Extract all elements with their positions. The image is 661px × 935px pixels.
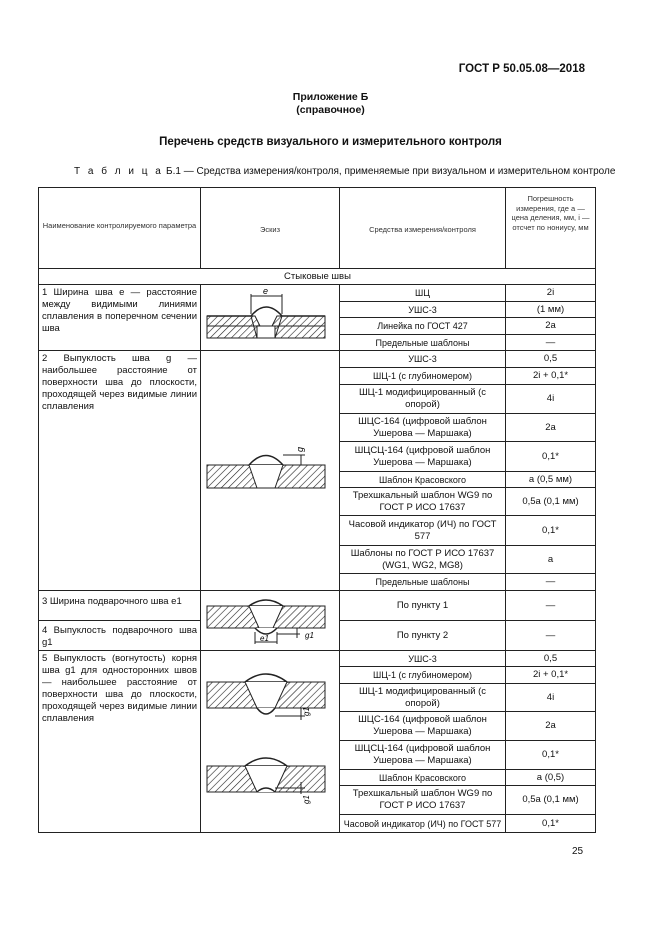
tool-cell: ШЦСЦ-164 (цифровой шаблон Ушерова — Маршака)	[354, 743, 491, 766]
error-cell: a	[547, 553, 554, 565]
tool-cell: По пункту 1	[396, 599, 449, 611]
error-cell: 0,1*	[542, 450, 559, 462]
error-cell: 2a	[545, 320, 556, 331]
error-cell: (1 мм)	[536, 303, 565, 315]
error-cell: 0,1*	[542, 749, 559, 760]
error-cell: —	[545, 576, 556, 587]
tool-cell: Шаблон Красовского	[378, 772, 466, 783]
label-g1-convex: g1	[302, 707, 311, 716]
error-cell: 2i + 0,1*	[532, 370, 569, 381]
error-cell: 2a	[545, 720, 556, 731]
tool-cell: Предельные шаблоны	[375, 577, 470, 587]
tool-cell: ШЦ-1 модифицированный (с опорой)	[358, 387, 487, 410]
sketch-backing-weld	[205, 594, 330, 648]
tool-cell: Часовой индикатор (ИЧ) по ГОСТ 577	[343, 818, 502, 829]
sketch-weld-convexity	[205, 440, 330, 495]
tool-cell: Трехшкальный шаблон WG9 по ГОСТ Р ИСО 17637	[352, 489, 493, 513]
error-cell: 2i + 0,1*	[532, 669, 569, 680]
tool-cell: ШЦ-1 модифицированный (с опорой)	[358, 685, 487, 709]
header-tools: Средства измерения/контроля	[369, 225, 476, 234]
sketch-root-concavity	[205, 752, 330, 814]
error-cell: 0,5a (0,1 мм)	[522, 495, 579, 507]
error-cell: 0,5a (0,1 мм)	[522, 794, 579, 805]
error-cell: 0,5	[543, 652, 558, 664]
sketch-weld-width	[205, 286, 330, 346]
label-e1: e1	[260, 634, 269, 643]
error-cell: —	[545, 629, 556, 641]
error-cell: a (0,5 мм)	[528, 473, 573, 485]
error-cell: 0,5	[543, 353, 558, 364]
error-cell: 0,1*	[542, 817, 559, 829]
standard-number: ГОСТ Р 50.05.08—2018	[458, 63, 585, 75]
tool-cell: ШЦС-164 (цифровой шаблон Ушерова — Маршака)	[358, 714, 487, 737]
tool-cell: ШЦС-164 (цифровой шаблон Ушерова — Маршака)	[358, 415, 487, 439]
param-5: 5 Выпуклость (вогнутость) корня шва g1 для односторонних швов — наибольшее расстояние от поверхности шва до плоскости, проходящей через видимые линии сплавления	[42, 653, 197, 724]
label-g1-concave: g1	[302, 795, 311, 804]
header-sketch: Эскиз	[259, 225, 281, 234]
tool-cell: Линейка по ГОСТ 427	[377, 321, 468, 331]
param-4: 4 Выпуклость подварочного шва g1	[42, 625, 197, 648]
tool-cell: Трехшкальный шаблон WG9 по ГОСТ Р ИСО 17637	[352, 788, 493, 811]
table-caption: Т а б л и ц а Б.1 — Средства измерения/контроля, применяемые при визуальном и измерительном контроле	[74, 166, 616, 177]
document-title: Перечень средств визуального и измерительного контроля	[159, 136, 502, 148]
tool-cell: Часовой индикатор (ИЧ) по ГОСТ 577	[348, 518, 497, 542]
sketch-root-convexity	[205, 668, 330, 732]
appendix-title: Приложение Б	[292, 91, 369, 103]
tool-cell: По пункту 2	[396, 629, 449, 641]
tool-cell: УШС-3	[408, 354, 437, 364]
error-cell: 0,1*	[542, 524, 559, 536]
tool-cell: ШЦ	[415, 288, 430, 298]
label-g1: g1	[305, 631, 314, 640]
label-e: e	[263, 286, 269, 296]
header-param: Наименование контролируемого параметра	[42, 221, 197, 230]
tool-cell: ШЦСЦ-164 (цифровой шаблон Ушерова — Маршака)	[354, 444, 491, 468]
tool-cell: ШЦ-1 (с глубиномером)	[373, 371, 472, 381]
error-cell: 4i	[546, 393, 555, 404]
appendix-subtitle: (справочное)	[296, 104, 365, 116]
label-g: g	[295, 446, 305, 452]
header-error: Погрешность измерения, где а — цена деления, мм, i — отсчет по нониусу, мм	[511, 194, 590, 232]
error-cell: 4i	[546, 691, 555, 703]
error-cell: —	[545, 599, 556, 611]
param-1: 1 Ширина шва e — расстояние между видимыми линиями сплавления в поперечном сечении шва	[42, 287, 197, 334]
error-cell: 2a	[545, 421, 556, 433]
param-2: 2 Выпуклость шва g — наибольшее расстояние от поверхности шва до плоскости, проходящей через видимые линии сплавления	[42, 353, 197, 412]
tool-cell: Предельные шаблоны	[375, 337, 470, 348]
param-3: 3 Ширина подварочного шва e1	[42, 596, 182, 607]
tool-cell: Шаблоны по ГОСТ Р ИСО 17637 (WG1, WG2, MG8)	[350, 547, 495, 571]
error-cell: —	[545, 336, 556, 348]
page-number: 25	[572, 846, 584, 857]
tool-cell: УШС-3	[408, 304, 437, 315]
error-cell: 2i	[546, 287, 555, 298]
tool-cell: Шаблон Красовского	[378, 474, 466, 485]
error-cell: a (0,5)	[536, 771, 565, 783]
section-title: Стыковые швы	[284, 271, 351, 282]
tool-cell: УШС-3	[408, 653, 437, 664]
tool-cell: ШЦ-1 (с глубиномером)	[373, 670, 472, 680]
